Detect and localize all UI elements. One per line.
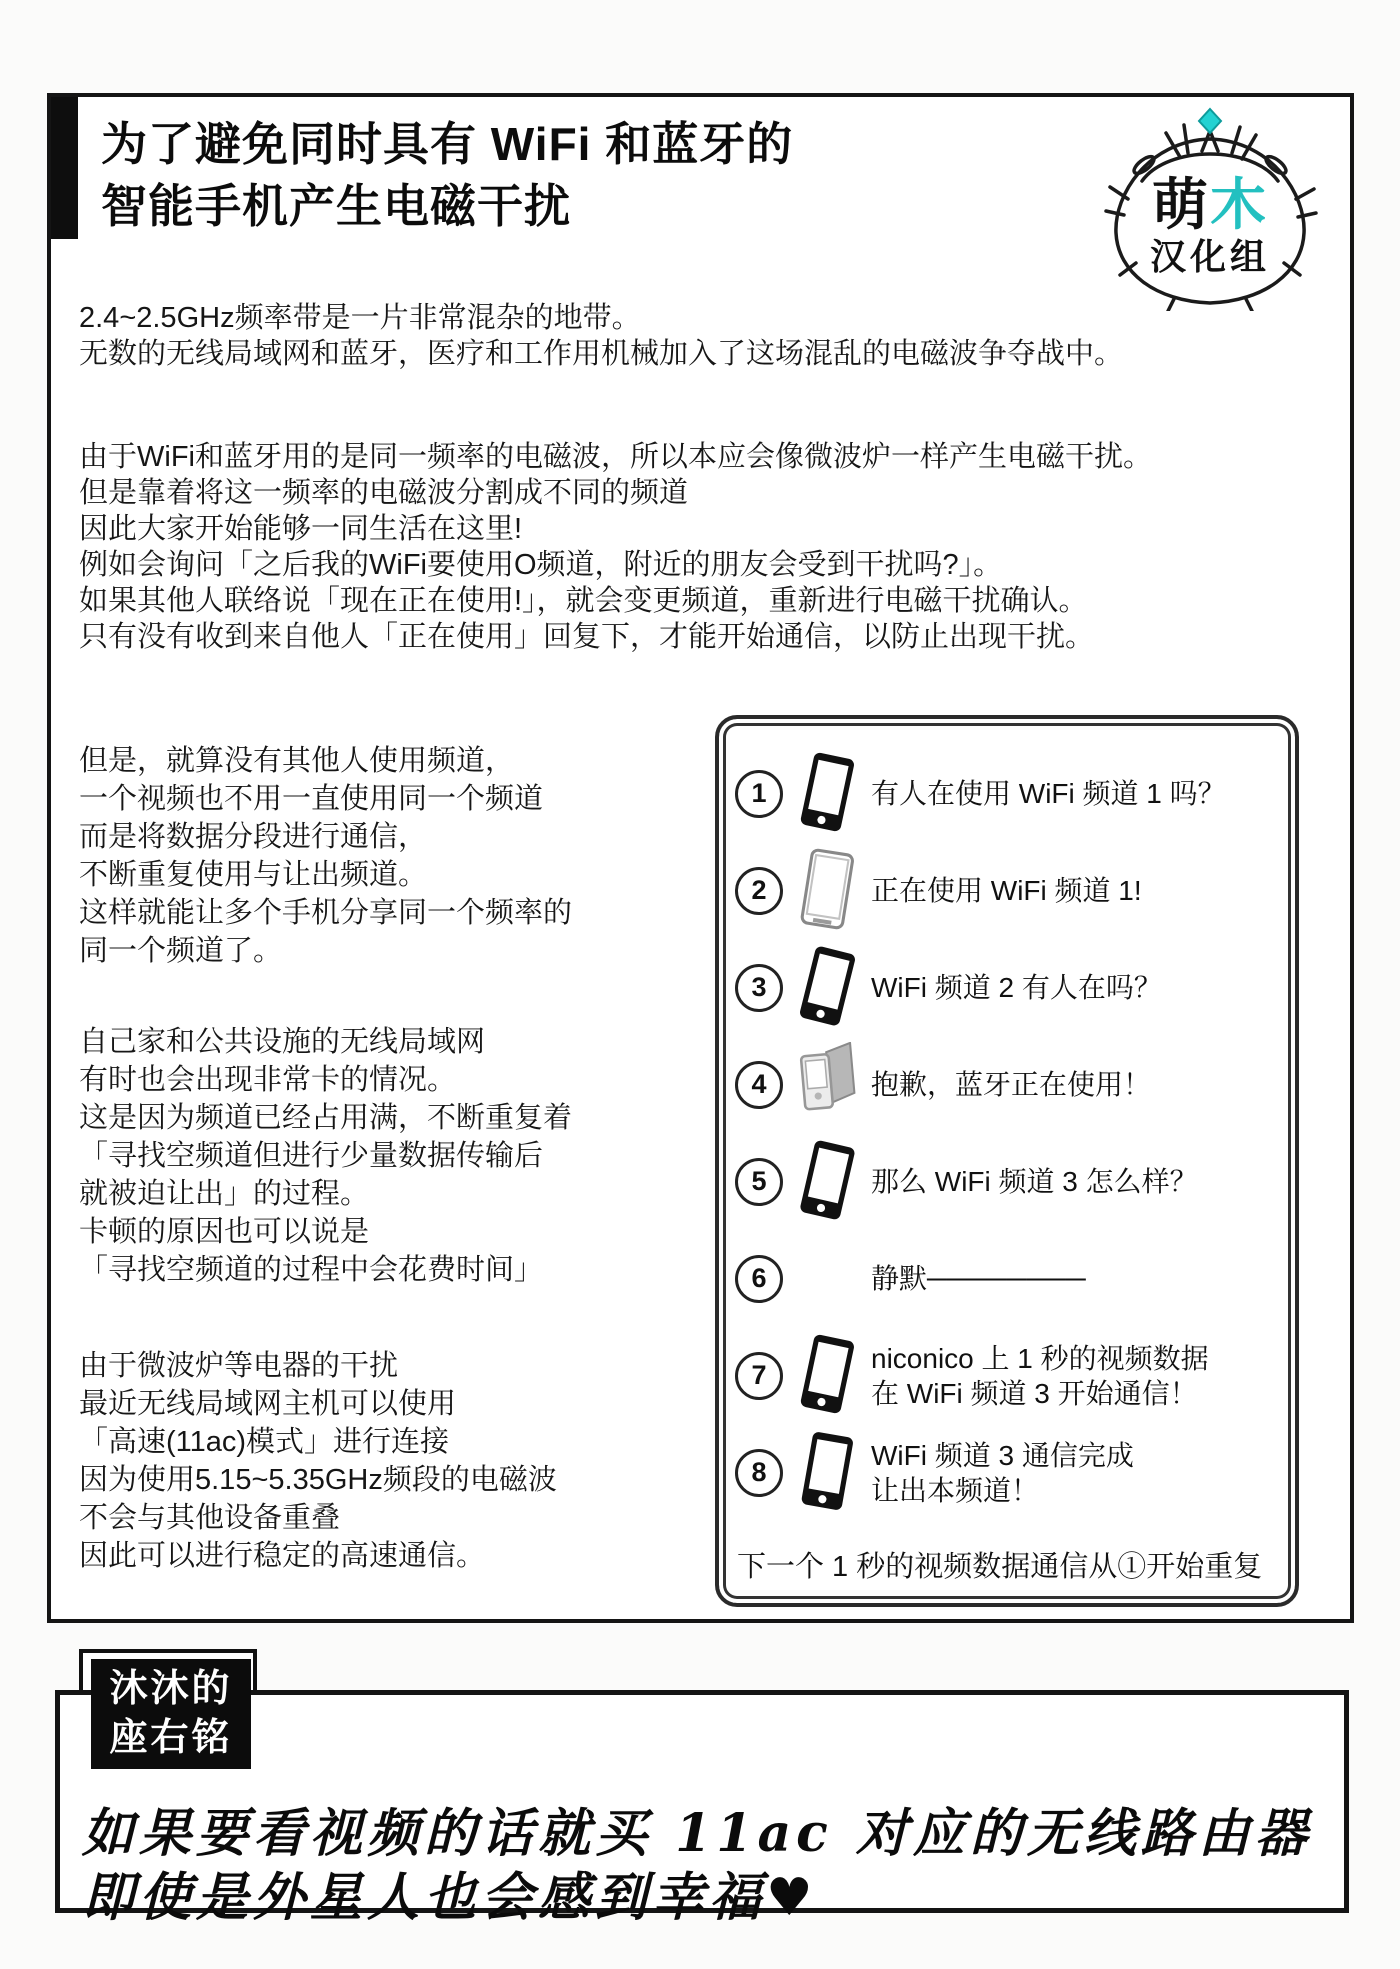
paragraph-line: 因此大家开始能够一同生活在这里!	[79, 513, 523, 545]
smartphone-light-icon	[783, 848, 871, 934]
paragraph-line: 无数的无线局域网和蓝牙，医疗和工作用机械加入了这场混乱的电磁波争夺战中。	[79, 338, 1124, 370]
dialog-row	[735, 939, 1281, 1036]
logo-char-teal: 木	[1210, 173, 1268, 236]
dialog-text	[871, 776, 1226, 811]
step-number-badge: 7	[735, 1352, 783, 1400]
paragraph-line: 这是因为频道已经占用满，不断重复着	[79, 1102, 573, 1134]
paragraph-line: 由于WiFi和蓝牙用的是同一频率的电磁波，所以本应会像微波炉一样产生电磁干扰。	[79, 441, 1152, 473]
flip-phone-icon	[783, 1042, 871, 1128]
paragraph-line: 有时也会出现非常卡的情况。	[79, 1064, 457, 1096]
dialog-row	[735, 1327, 1281, 1424]
step-number-badge: 6	[735, 1255, 783, 1303]
motto-badge	[91, 1659, 251, 1769]
paragraph-line: 「寻找空频道但进行少量数据传输后	[79, 1140, 544, 1172]
dialog-text-line: 让出本频道！	[871, 1474, 1040, 1506]
dialog-row	[735, 1036, 1281, 1133]
paragraph-line: 由于微波炉等电器的干扰	[79, 1350, 399, 1382]
sharing-paragraph	[79, 742, 572, 970]
translation-group-logo	[1084, 103, 1336, 311]
paragraph-line: 同一个频道了。	[79, 935, 283, 967]
motto-line: 如果要看视频的话就买 11ac 对应的无线路由器	[82, 1803, 1312, 1864]
dialog-text	[871, 970, 1162, 1005]
gem-diamond-icon	[1199, 109, 1221, 133]
dialog-row	[735, 1133, 1281, 1230]
smartphone-dark-icon	[783, 1333, 871, 1419]
dialog-text-line: 正在使用 WiFi 频道 1!	[871, 875, 1142, 906]
dialog-text-line: niconico 上 1 秒的视频数据	[871, 1342, 1209, 1374]
smartphone-dark-icon	[783, 945, 871, 1031]
dialog-text	[871, 1438, 1134, 1508]
paragraph-line: 2.4~2.5GHz频率带是一片非常混杂的地带。	[79, 302, 641, 334]
step-number-badge: 5	[735, 1158, 783, 1206]
paragraph-line: 而是将数据分段进行通信，	[79, 821, 428, 853]
dialog-row	[735, 745, 1281, 842]
smartphone-dark-icon	[783, 751, 871, 837]
dialog-text-line: WiFi 频道 2 有人在吗？	[871, 972, 1162, 1003]
page-title-line2: 智能手机产生电磁干扰	[101, 180, 571, 232]
motto-line: 即使是外星人也会感到幸福♥	[82, 1867, 818, 1928]
paragraph-line: 不断重复使用与让出频道。	[79, 859, 428, 891]
paragraph-line: 自己家和公共设施的无线局域网	[79, 1026, 486, 1058]
paragraph-line: 「高速(11ac)模式」进行连接	[79, 1426, 450, 1458]
motto-badge-line: 座右铭	[109, 1717, 233, 1759]
title-accent-bar	[51, 97, 78, 239]
dialog-text-line: 在 WiFi 频道 3 开始通信！	[871, 1377, 1198, 1409]
dialog-row	[735, 1424, 1281, 1521]
dialog-text	[871, 1341, 1209, 1411]
paragraph-line: 不会与其他设备重叠	[79, 1502, 341, 1534]
dialog-text	[871, 873, 1142, 908]
dialog-footer-note: 下一个 1 秒的视频数据通信从①开始重复	[737, 1551, 1263, 1583]
dialog-text-line: WiFi 频道 3 通信完成	[871, 1439, 1134, 1471]
paragraph-line: 如果其他人联络说「现在正在使用!」，就会变更频道，重新进行电磁干扰确认。	[79, 585, 1088, 617]
channel-dialog-panel	[715, 715, 1299, 1607]
step-number-badge: 4	[735, 1061, 783, 1109]
11ac-paragraph	[79, 1347, 557, 1575]
step-number-badge: 3	[735, 964, 783, 1012]
page-title-line1: 为了避免同时具有 WiFi 和蓝牙的	[101, 118, 794, 170]
dialog-row	[735, 842, 1281, 939]
paragraph-line: 只有没有收到来自他人「正在使用」回复下，才能开始通信，以防止出现干扰。	[79, 621, 1095, 653]
paragraph-line: 但是，就算没有其他人使用频道，	[79, 745, 515, 777]
step-number-badge: 1	[735, 770, 783, 818]
paragraph-line: 因为使用5.15~5.35GHz频段的电磁波	[79, 1464, 557, 1496]
paragraph-line: 最近无线局域网主机可以使用	[79, 1388, 457, 1420]
channel-explainer-paragraph	[79, 439, 1152, 655]
dialog-text-line: 那么 WiFi 频道 3 怎么样？	[871, 1166, 1198, 1197]
dialog-text	[871, 1164, 1198, 1199]
congestion-paragraph	[79, 1023, 572, 1289]
paragraph-line: 一个视频也不用一直使用同一个频道	[79, 783, 544, 815]
dialog-text	[871, 1261, 1086, 1296]
paragraph-line: 就被迫让出」的过程。	[79, 1178, 370, 1210]
paragraph-line: 卡顿的原因也可以说是	[79, 1216, 370, 1248]
logo-char-black: 萌	[1152, 173, 1210, 236]
smartphone-dark-icon	[783, 1139, 871, 1225]
step-number-badge: 2	[735, 867, 783, 915]
logo-subtitle: 汉化组	[1149, 236, 1270, 277]
page-title	[101, 113, 793, 237]
dialog-text-line: 抱歉，蓝牙正在使用！	[871, 1069, 1152, 1100]
motto-badge-line: 沐沐的	[109, 1667, 233, 1710]
paragraph-line: 这样就能让多个手机分享同一个频率的	[79, 897, 573, 929]
dialog-row	[735, 1230, 1281, 1327]
intro-paragraph	[79, 300, 1123, 372]
dialog-text-line: 静默────────	[871, 1263, 1086, 1294]
paragraph-line: 「寻找空频道的过程中会花费时间」	[79, 1254, 544, 1286]
paragraph-line: 但是靠着将这一频率的电磁波分割成不同的频道	[79, 477, 689, 509]
dialog-text	[871, 1067, 1151, 1102]
dialog-text-line: 有人在使用 WiFi 频道 1 吗？	[871, 778, 1226, 809]
smartphone-dark-icon	[783, 1430, 871, 1516]
paragraph-line: 因此可以进行稳定的高速通信。	[79, 1540, 486, 1572]
step-number-badge: 8	[735, 1449, 783, 1497]
paragraph-line: 例如会询问「之后我的WiFi要使用O频道，附近的朋友会受到干扰吗?」。	[79, 549, 1003, 581]
main-panel	[47, 93, 1354, 1623]
